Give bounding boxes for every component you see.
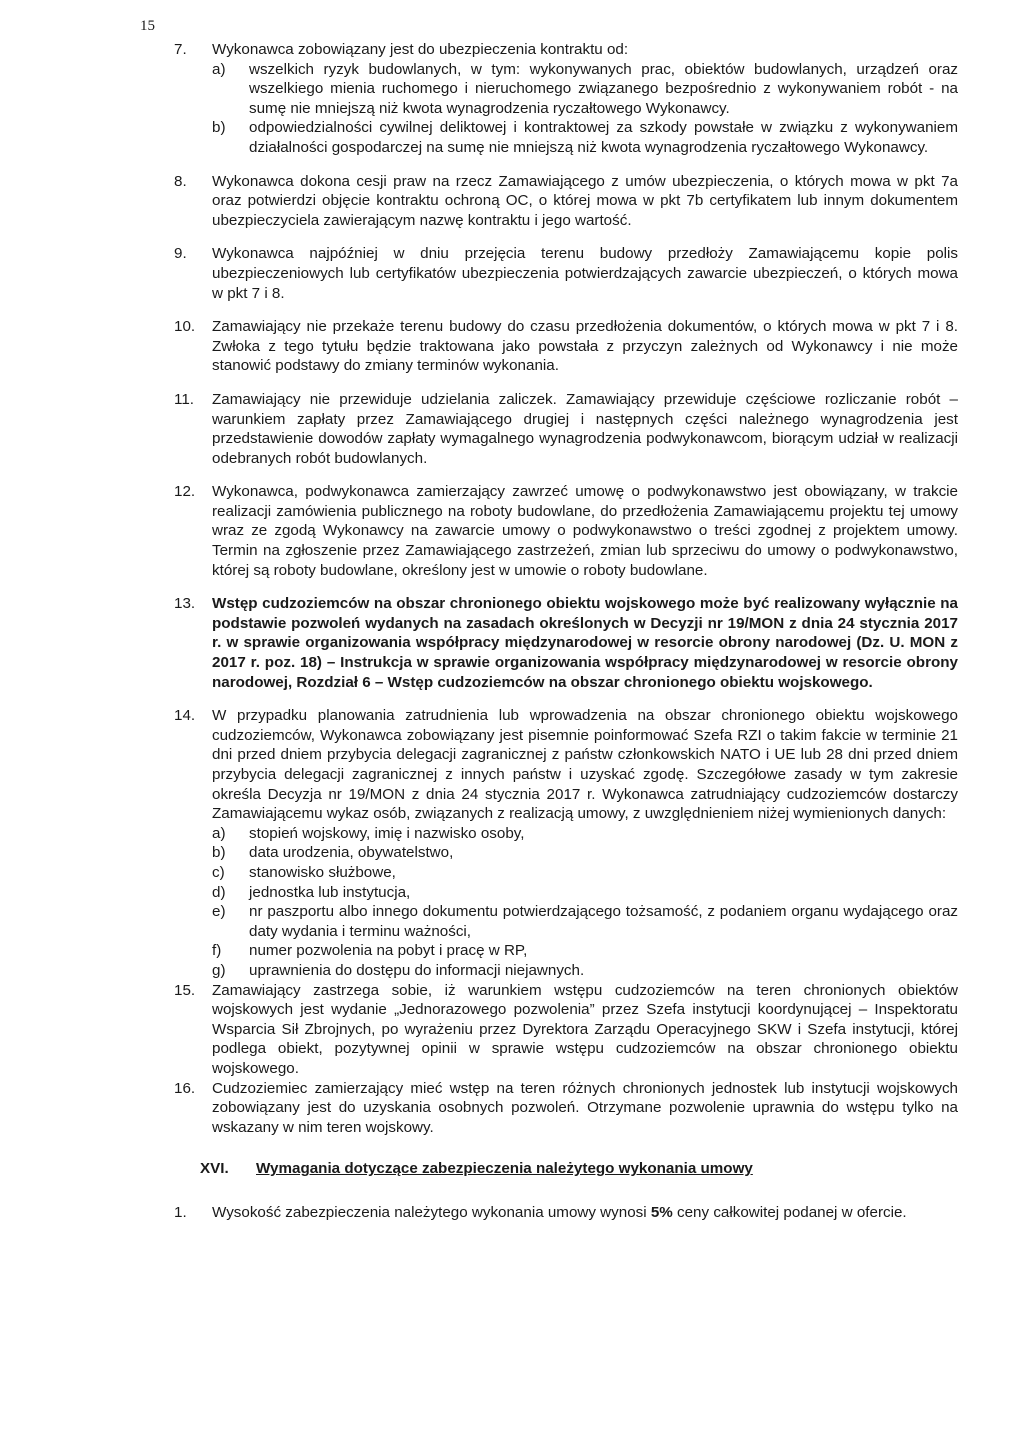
list-item-9 [174,244,958,303]
item-text: Wykonawca najpóźniej w dniu przejęcia terenu budowy przedłoży Zamawiającemu kopie polis ubezpieczeniowych lub certyfikatów ubezpieczenia potwierdzających zawarcie ubezpieczeń, o których mowa w pkt 7 i 8. [212,245,958,302]
subitem-label: a) [212,824,226,842]
list-item-12 [174,482,958,580]
list-item-10 [174,317,958,376]
item-text: Wykonawca zobowiązany jest do ubezpieczenia kontraktu od: [212,41,629,58]
item-text: W przypadku planowania zatrudnienia lub wprowadzenia na obszar chronionego obiektu wojskowego cudzoziemców, Wykonawca zobowiązany jest pisemnie poinformować Szefa RZI o takim fakcie w terminie 21 dni przed dniem przybycia delegacji zagranicznej z państw członkowskich NATO i UE lub 28 dni przed dniem przybycia delegacji zagranicznej z innych państw i uzyskać zgodę. Szczegółowe zasady w tym zakresie określa Decyzja nr 19/MON z dnia 24 stycznia 2017 r. Wykonawca zatrudniający cudzoziemców dostarczy Zamawiającemu wykaz osób, związanych z realizacją umowy, z uwzględnieniem niżej wymienionych danych: [212,707,958,823]
subitem-text: nr paszportu albo innego dokumentu potwierdzającego tożsamość, z podaniem organu wydającego oraz daty wydania i terminu ważności, [249,903,958,940]
section-list-item-1 [174,1203,958,1223]
section-title: Wymagania dotyczące zabezpieczenia należytego wykonania umowy [256,1160,753,1178]
item-number: 11. [174,390,194,408]
item-text-after: ceny całkowitej podanej w ofercie. [672,1203,907,1221]
security-percentage: 5% [650,1203,673,1221]
item-number: 14. [174,707,196,725]
subitem-14a [212,824,958,844]
item-text: Cudzoziemiec zamierzający mieć wstęp na teren różnych chronionych jednostek lub instytucji wojskowych zobowiązany jest do uzyskania osobnych pozwoleń. Otrzymane pozwolenie uprawnia do wstępu tylko na wskazany w nim teren wojskowy. [212,1079,958,1136]
section-number: XVI. [200,1160,229,1178]
subitem-text: stopień wojskowy, imię i nazwisko osoby, [249,824,525,842]
subitem-label: f) [212,942,222,960]
item-text-bold: Wstęp cudzoziemców na obszar chronionego obiektu wojskowego może być realizowany wyłącznie na podstawie pozwoleń wydanych na zasadach określonych w Decyzji nr 19/MON z dnia 24 stycznia 2017 r. w sprawie organizowania współpracy międzynarodowej w resorcie obrony narodowej (Dz. U. MON z 2017 r. poz. 18) – Instrukcja w sprawie organizowania współpracy międzynarodowej w resorcie obrony narodowej, Rozdział 6 – Wstęp cudzoziemców na obszar chronionego obiektu wojskowego. [212,595,958,691]
list-item-7 [174,40,958,60]
subitem-label: a) [212,60,226,78]
subitem-text: odpowiedzialności cywilnej deliktowej i kontraktowej za szkody powstałe w związku z wykonywaniem działalności gospodarczej na sumę nie mniejszą niż kwota wynagrodzenia ryczałtowego Wykonawcy. [249,119,958,156]
subitem-text: uprawnienia do dostępu do informacji niejawnych. [249,961,585,979]
subitem-label: d) [212,883,226,901]
list-item-13 [174,594,958,692]
subitem-text: jednostka lub instytucja, [249,883,411,901]
subitem-label: e) [212,903,226,921]
item-text: Zamawiający nie przekaże terenu budowy do czasu przedłożenia dokumentów, o których mowa w pkt 7 i 8. Zwłoka z tego tytułu będzie traktowana jako powstała z przyczyn zależnych od Wykonawcy i nie może stanowić podstawy do zmiany terminów wykonania. [212,318,958,375]
subitem-text: data urodzenia, obywatelstwo, [249,844,454,862]
item-number: 12. [174,483,196,501]
subitem-text: stanowisko służbowe, [249,863,396,881]
item-number: 9. [174,245,187,263]
subitem-label: b) [212,844,226,862]
item-number: 16. [174,1079,196,1097]
subitem-label: c) [212,863,225,881]
subitem-7a [212,60,958,119]
item-number: 10. [174,318,196,336]
item-number: 1. [174,1203,187,1221]
item-text: Zamawiający nie przewiduje udzielania zaliczek. Zamawiający przewiduje częściowe rozliczanie robót – warunkiem zapłaty przez Zamawiającego drugiej i następnych części należnego wynagrodzenia jest przedstawienie dowodów zapłaty wymagalnego wynagrodzenia podwykonawcom, biorącym udział w realizacji odebranych robót budowlanych. [212,390,958,467]
list-item-16 [174,1079,958,1138]
subitem-14c [212,863,958,883]
item-number: 13. [174,595,196,613]
subitem-14d [212,883,958,903]
list-item-8 [174,172,958,231]
item-text: Wykonawca, podwykonawca zamierzający zawrzeć umowę o podwykonawstwo jest obowiązany, w trakcie realizacji zamówienia publicznego na roboty budowlane, do przedłożenia Zamawiającemu projektu tej umowy wraz ze zgodą Wykonawcy na zawarcie umowy o podwykonawstwo o treści zgodnej z projektem umowy. Termin na zgłoszenie przez Zamawiającego zastrzeżeń, zmian lub sprzeciwu do umowy o podwykonawstwo, której są roboty budowlane, określony jest w umowie o roboty budowlane. [212,483,958,579]
subitem-14e [212,902,958,941]
item-text: Wykonawca dokona cesji praw na rzecz Zamawiającego z umów ubezpieczenia, o których mowa w pkt 7a oraz potwierdzi objęcie kontraktu ochroną OC, o której mowa w pkt 7b certyfikatem lub innym dokumentem ubezpieczyciela zawierającym nazwę kontraktu i jego wartość. [212,172,958,229]
item-number: 8. [174,172,187,190]
item-text: Zamawiający zastrzega sobie, iż warunkiem wstępu cudzoziemców na teren chronionych obiektów wojskowych jest wydanie „Jednorazowego pozwolenia” przez Szefa instytucji koordynującej – Inspektoratu Wsparcia Sił Zbrojnych, po wyrażeniu przez Dyrektora Zarządu Operacyjnego SKW i Szefa instytucji, której podlega obiekt, pozytywnej opinii w sprawie wstępu cudzoziemców na obszar chronionego obiektu wojskowego. [212,981,958,1077]
section-heading [174,1159,958,1179]
subitem-14b [212,843,958,863]
item-number: 15. [174,981,196,999]
list-item-11 [174,390,958,468]
page-number: 15 [140,18,155,34]
item-text [212,1203,958,1223]
subitem-text: wszelkich ryzyk budowlanych, w tym: wykonywanych prac, obiektów budowlanych, urządzeń oraz wszelkiego mienia ruchomego i nieruchomego związanego bezpośrednio z wykonywaniem robót - na sumę nie mniejszą niż kwota wynagrodzenia ryczałtowego Wykonawcy. [249,60,958,117]
subitem-label: g) [212,961,226,979]
list-item-14 [174,706,958,824]
subitem-14f [212,941,958,961]
list-item-15 [174,981,958,1079]
subitem-7b [212,118,958,157]
item-number: 7. [174,41,187,58]
document-content [174,40,958,1222]
subitem-text: numer pozwolenia na pobyt i pracę w RP, [249,942,528,960]
subitem-label: b) [212,119,226,137]
item-text-before: Wysokość zabezpieczenia należytego wykonania umowy wynosi [212,1203,651,1221]
subitem-14g [212,961,958,981]
